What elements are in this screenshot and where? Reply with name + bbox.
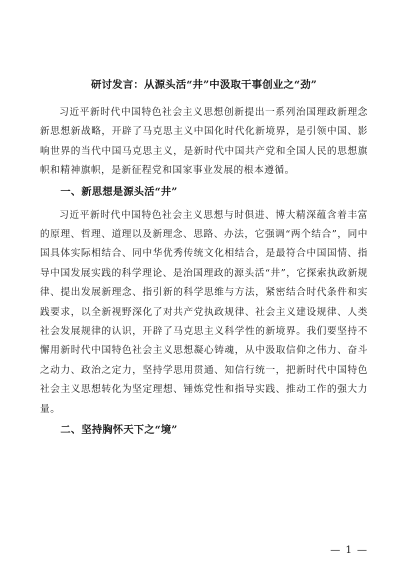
document-content <box>40 76 368 444</box>
section-heading-1: 一、新思想是源头活“井” <box>60 185 178 198</box>
document-title: 研讨发言：从源头活“井”中汲取干事创业之“劲” <box>91 79 317 91</box>
intro-paragraph: 习近平新时代中国特色社会主义思想创新提出一系列治国理政新理念新思想新战略，开辟了马克思主义中国化时代化新境界，是引领中国、影响世界的当代中国马克思主义，是新时代中国共产党和全国人民的思想旗帜和精神旗帜，是新征程党和国家事业发展的根本遵循。 <box>40 107 368 177</box>
section-body-1: 习近平新时代中国特色社会主义思想与时俱进、博大精深蕴含着丰富的原理、哲理、道理以及新理念、思路、办法，它强调“两个结合”，同中国具体实际相结合、同中华优秀传统文化相结合，是最符合中国国情、指导中国发展实践的科学理论、是治国理政的源头活“井”，它探索执政新规律、提出发展新理念、指引新的科学思维与方法，紧密结合时代条件和实践要求，以全新视野深化了对共产党执政规律、社会主义建设规律、人类社会发展规律的认识，开辟了马克思主义科学性的新境界。我们要坚持不懈用新时代中国特色社会主义思想凝心铸魂，从中汲取信仰之伟力、奋斗之动力、政治之定力，坚持学思用贯通、知信行统一，把新时代中国特色社会主义思想转化为坚定理想、锤炼党性和指导实践、推动工作的强大力量。 <box>40 209 368 415</box>
section-heading-2: 二、坚持胸怀天下之“境” <box>60 424 178 437</box>
page-number: — 1 — <box>330 545 368 556</box>
